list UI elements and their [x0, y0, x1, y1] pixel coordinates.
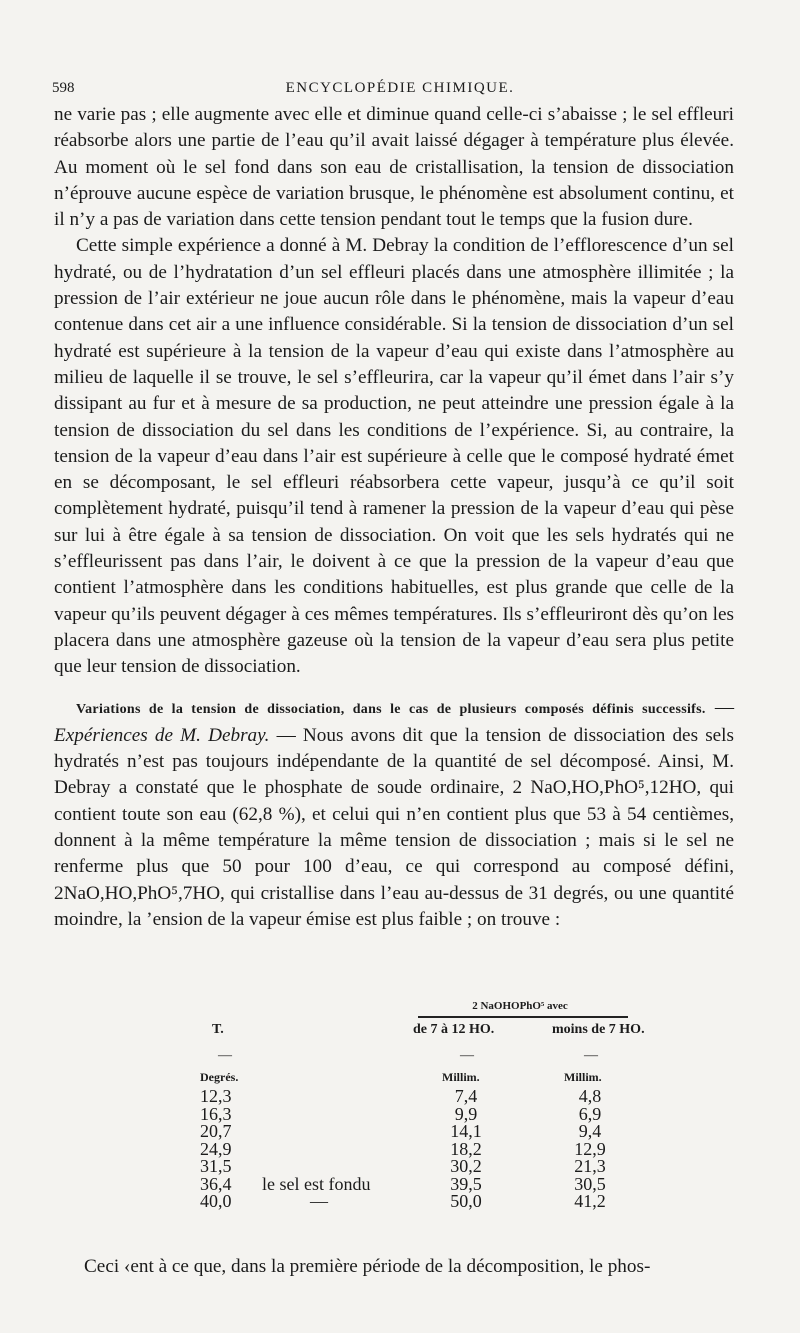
unit-a: Millim. [442, 1070, 480, 1084]
column-header-b: moins de 7 HO. [552, 1022, 645, 1037]
cell-tension-a: 39,5 [450, 1173, 482, 1194]
continuation-line: Ceci ‹ent à ce que, dans la première période de la décomposition, le phos- [84, 1256, 651, 1277]
table-row [160, 1103, 680, 1124]
cell-temperature: 20,7 [200, 1121, 232, 1141]
page-number: 598 [52, 80, 75, 96]
cell-temperature: 12,3 [200, 1086, 232, 1106]
cell-note: — [310, 1191, 328, 1211]
dash-t: — [218, 1048, 232, 1063]
table-row [160, 1193, 680, 1211]
cell-temperature: 16,3 [200, 1103, 232, 1124]
body-text [54, 102, 734, 933]
page-header [52, 80, 748, 104]
paragraph-3-body: — Nous avons dit que la tension de dissociation des sels hydratés n’est pas toujours indépendante de la quantité de sel décomposé. Ainsi, M. Debray a constaté que le phosphate de soude ordinaire, 2 NaO,HO,PhO⁵,12HO, qui contient toute son eau (62,8 %), et celui qui n’en contient plus que 53 à 54 centièmes, donnent à la même température la même tension de dissociation ; mais si le sel ne renferme plus que 50 pour 100 d’eau, ce qui correspond au composé défini, 2NaO,HO,PhO⁵,7HO, qui cristallise dans l’eau au-dessus de 31 degrés, ou une quantité moindre, la ’ension de la vapeur émise est plus faible ; on trouve : [54, 724, 734, 930]
cell-tension-b: 12,9 [574, 1138, 606, 1159]
cell-tension-a: 7,4 [454, 1086, 478, 1106]
column-header-t: T. [212, 1022, 224, 1037]
table-row [160, 1158, 680, 1176]
cell-tension-a: 14,1 [450, 1121, 482, 1141]
cell-temperature: 36,4 [200, 1173, 232, 1194]
dash-a: — [460, 1048, 474, 1063]
cell-tension-b: 9,4 [578, 1121, 602, 1141]
cell-tension-b: 21,3 [574, 1156, 606, 1176]
table-group-label: 2 NaOHOPhO⁵ avec [472, 1000, 568, 1012]
unit-b: Millim. [564, 1070, 602, 1084]
section-heading: Variations de la tension de dissociation, dans le cas de plusieurs composés définis successifs. [76, 701, 706, 717]
cell-note: le sel est fondu [262, 1173, 371, 1194]
cell-tension-a: 30,2 [450, 1156, 482, 1176]
cell-tension-a: 9,9 [454, 1103, 478, 1124]
cell-tension-b: 41,2 [574, 1191, 606, 1211]
table-row [160, 1088, 680, 1106]
cell-tension-b: 30,5 [574, 1173, 606, 1194]
paragraph-1: ne varie pas ; elle augmente avec elle et diminue quand celle-ci s’abaisse ; le sel effleuri réabsorbe alors une partie de l’eau qu’il avait laissé dégager à température plus élevée. Au moment où le sel fond dans son eau de cristallisation, la tension de dissociation n’éprouve aucune espèce de variation brusque, le phénomène est absolument continu, et il n’y a pas de variation dans cette tension pendant tout le temps que la fusion dure. [54, 104, 734, 231]
experience-title: Expériences de M. Debray. [54, 724, 270, 746]
cell-temperature: 40,0 [200, 1191, 232, 1211]
heading-dash: — [705, 696, 735, 718]
cell-tension-a: 18,2 [450, 1138, 482, 1159]
dash-b: — [584, 1048, 598, 1063]
table-row [160, 1123, 680, 1141]
table-group-rule [418, 1016, 628, 1018]
table-rows [160, 1088, 680, 1211]
cell-tension-b: 6,9 [578, 1103, 602, 1124]
unit-t: Degrés. [200, 1070, 239, 1084]
paragraph-3 [54, 695, 734, 934]
cell-temperature: 31,5 [200, 1156, 232, 1176]
cell-tension-b: 4,8 [578, 1086, 602, 1106]
running-title: ENCYCLOPÉDIE CHIMIQUE. [285, 80, 515, 96]
paragraph-2: Cette simple expérience a donné à M. Debray la condition de l’efflorescence d’un sel hydraté, ou de l’hydratation d’un sel effleuri placés dans une atmosphère illimitée ; la pression de l’air extérieur ne joue aucun rôle dans le phénomène, mais la vapeur d’eau contenue dans cet air a une influence considérable. Si la tension de dissociation d’un sel hydraté est supérieure à la tension de la vapeur d’eau qui existe dans l’atmosphère au milieu de laquelle il se trouve, le sel s’effleurira, car la vapeur qu’il émet dans l’air s’y dissipant au fur et à mesure de sa production, ne peut atteindre une pression égale à la tension de dissociation du sel dans les conditions de l’expérience. Si, au contraire, la tension de la vapeur d’eau dans l’air est supérieure à celle que le composé hydraté émet en se décomposant, le sel effleuri réabsorbera cette vapeur, jusqu’à ce qu’il soit complètement hydraté, puisqu’il tend à ramener la pression de la vapeur d’eau qui pèse sur lui à être égale à sa tension de dissociation. On voit que les sels hydratés qui ne s’effleurissent pas dans l’air, le doivent à ce que la pression de la vapeur d’eau que contient l’atmosphère dans les conditions habituelles, est plus grande que celle de la vapeur qu’ils peuvent dégager à ces mêmes températures. Ils s’effleuriront dès qu’on les placera dans une atmosphère gazeuse où la tension de la vapeur d’eau sera plus petite que leur tension de dissociation. [54, 235, 734, 678]
cell-temperature: 24,9 [200, 1138, 232, 1159]
cell-tension-a: 50,0 [450, 1191, 482, 1211]
column-header-a: de 7 à 12 HO. [413, 1022, 495, 1037]
